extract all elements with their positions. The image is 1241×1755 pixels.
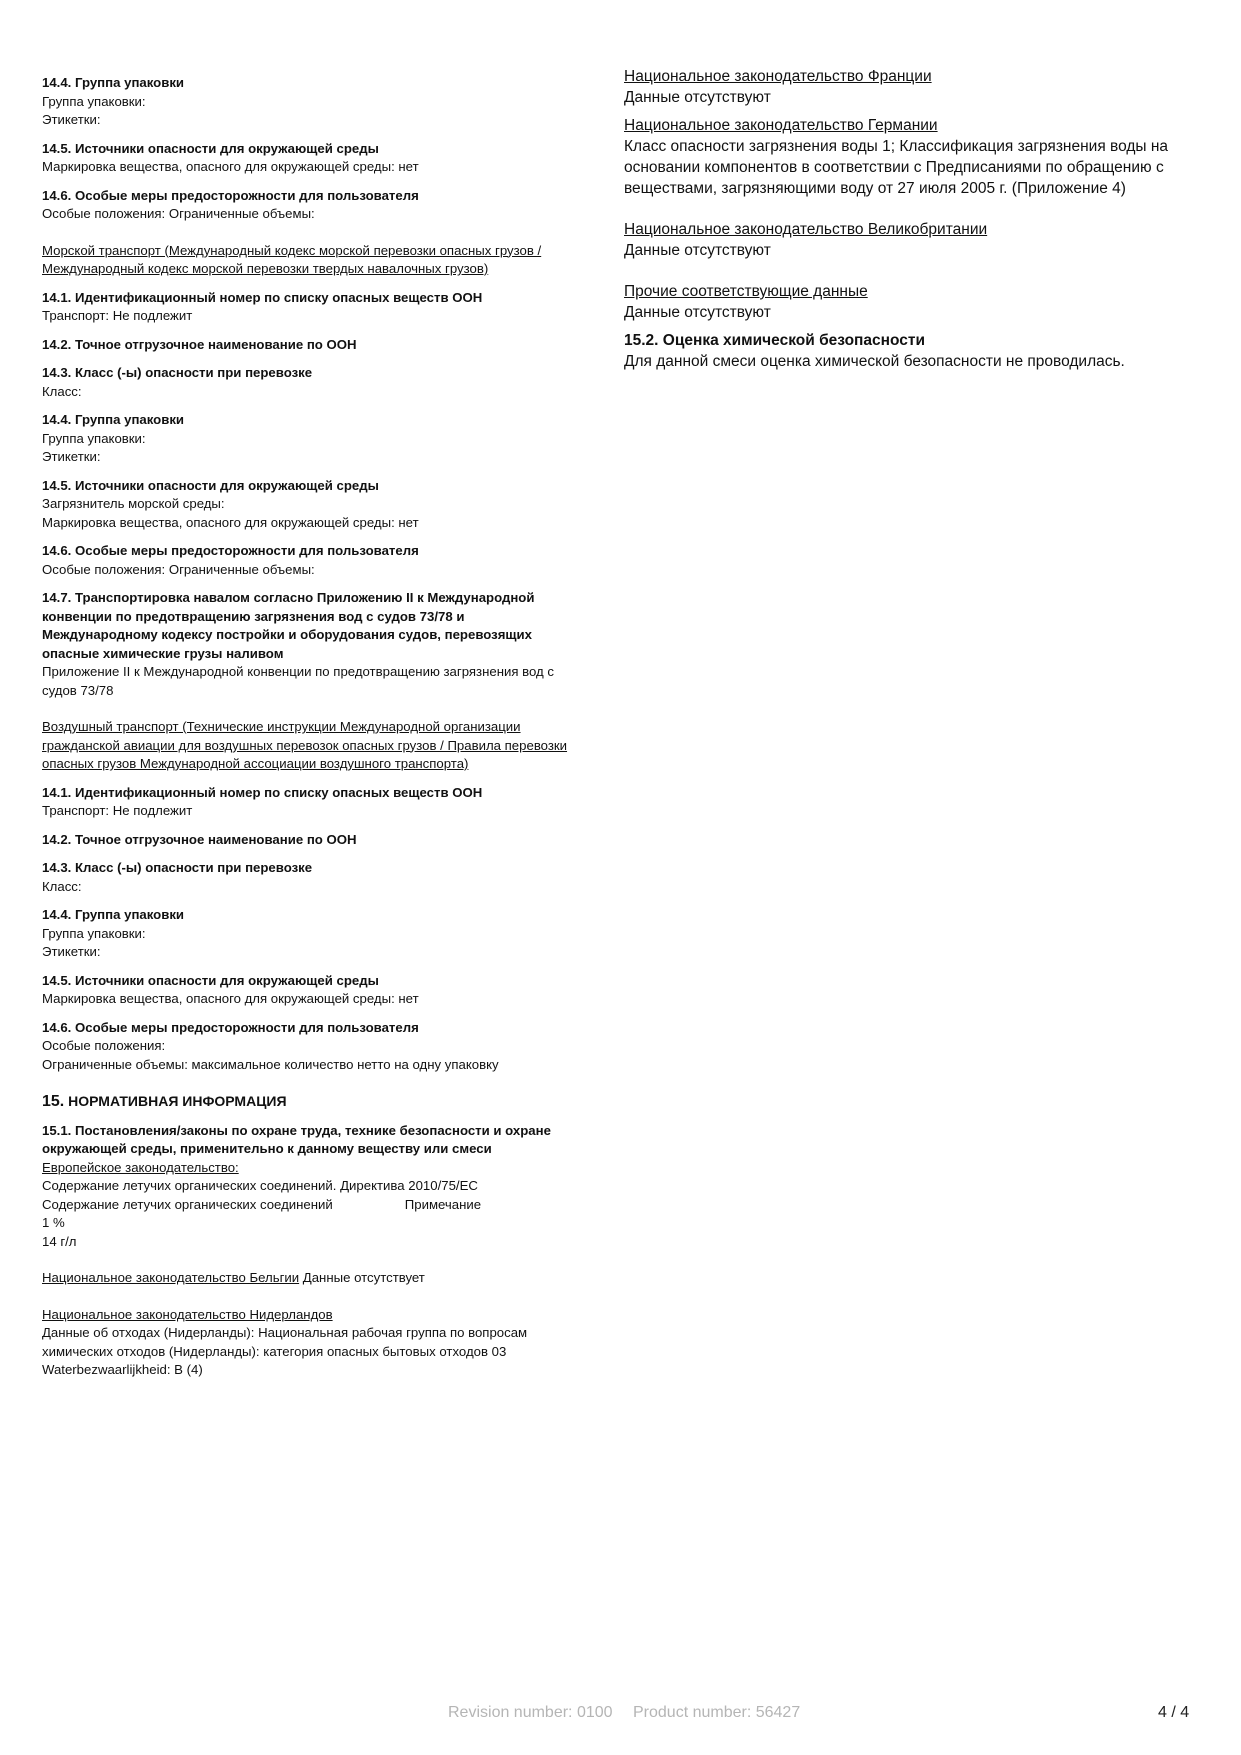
section-heading: опасные химические грузы наливом [42, 645, 284, 661]
section-heading: 14.2. Точное отгрузочное наименование по ООН [42, 831, 357, 847]
field-text: Данные отсутствуют [624, 242, 771, 259]
left-column [42, 74, 602, 1380]
air-transport-title: опасных грузов Международной ассоциации воздушного транспорта) [42, 756, 469, 771]
section-heading: 14.7. Транспортировка навалом согласно Приложению II к Международной [42, 590, 535, 605]
field-text: Особые положения: Ограниченные объемы: [42, 206, 315, 221]
page-footer [0, 1704, 1241, 1728]
voc-label: Содержание летучих органических соединений [42, 1196, 333, 1212]
field-text: Маркировка вещества, опасного для окружающей среды: нет [42, 159, 419, 174]
field-text: основании компонентов в соответствии с Предписаниями по обращению с [624, 159, 1164, 176]
section-heading: Международному кодексу постройки и оборудования судов, перевозящих [42, 627, 532, 642]
field-text: химических отходов (Нидерланды): категория опасных бытовых отходов 03 [42, 1343, 507, 1359]
section-heading: 14.5. Источники опасности для окружающей среды [42, 477, 379, 493]
section-heading: 14.1. Идентификационный номер по списку опасных веществ ООН [42, 784, 483, 800]
section-heading: окружающей среды, применительно к данному веществу или смеси [42, 1141, 492, 1156]
section-heading: 14.1. Идентификационный номер по списку опасных веществ ООН [42, 289, 483, 305]
field-text: Транспорт: Не подлежит [42, 803, 193, 818]
field-text: Данные об отходах (Нидерланды): Национальная рабочая группа по вопросам [42, 1325, 528, 1340]
eu-legislation-title: Европейское законодательство: [42, 1159, 239, 1175]
section-heading: 14.6. Особые меры предосторожности для пользователя [42, 187, 419, 203]
field-text: Транспорт: Не подлежит [42, 308, 193, 323]
section-heading: 14.3. Класс (-ы) опасности при перевозке [42, 365, 313, 380]
air-transport-title: Воздушный транспорт (Технические инструкции Международной организации [42, 719, 521, 734]
revision-number: Revision number: 0100 [448, 1704, 613, 1721]
field-text: Класс опасности загрязнения воды 1; Классификация загрязнения воды на [624, 138, 1169, 155]
section-15-title [42, 1092, 602, 1112]
belgium-text: Данные отсутствует [299, 1270, 425, 1285]
france-title: Национальное законодательство Франции [624, 68, 932, 85]
section-15-label: НОРМАТИВНАЯ ИНФОРМАЦИЯ [68, 1093, 287, 1109]
right-column [624, 66, 1184, 372]
field-label: Особые положения: [42, 1038, 166, 1053]
germany-title: Национальное законодательство Германии [624, 117, 938, 134]
field-label: Группа упаковки: [42, 93, 146, 109]
note-label: Примечание [404, 1196, 482, 1212]
product-number: Product number: 56427 [633, 1704, 801, 1721]
field-text: Ограниченные объемы: максимальное количество нетто на одну упаковку [42, 1056, 499, 1072]
field-label: Класс: [42, 878, 82, 894]
section-heading: конвенции по предотвращению загрязнения вод с судов 73/78 и [42, 608, 465, 624]
section-heading: 14.3. Класс (-ы) опасности при перевозке [42, 860, 313, 875]
page-number: 4 / 4 [1158, 1704, 1190, 1721]
section-heading: 14.4. Группа упаковки [42, 907, 185, 922]
field-text: Данные отсутствуют [624, 89, 771, 106]
field-text: Waterbezwaarlijkheid: B (4) [42, 1362, 203, 1377]
section-15-number: 15. [42, 1093, 65, 1110]
section-heading: 14.2. Точное отгрузочное наименование по ООН [42, 336, 357, 352]
field-text: Особые положения: Ограниченные объемы: [42, 561, 315, 577]
section-heading: 14.4. Группа упаковки [42, 412, 185, 427]
field-label: Класс: [42, 383, 82, 399]
section-heading: 14.5. Источники опасности для окружающей среды [42, 140, 379, 156]
field-label: Этикетки: [42, 449, 101, 464]
field-label: Группа упаковки: [42, 430, 146, 446]
sea-transport-title: Международный кодекс морской перевозки твердых навалочных грузов) [42, 261, 489, 276]
belgium-title: Национальное законодательство Бельгии [42, 1270, 300, 1285]
field-label: Этикетки: [42, 944, 101, 959]
section-heading: 15.1. Постановления/законы по охране труда, технике безопасности и охране [42, 1122, 551, 1138]
voc-value: 14 г/л [42, 1233, 77, 1249]
section-heading: 15.2. Оценка химической безопасности [624, 332, 926, 349]
sea-transport-title: Морской транспорт (Международный кодекс морской перевозки опасных грузов / [42, 242, 542, 258]
voc-percent: 1 % [42, 1215, 65, 1230]
field-text: веществами, загрязняющими воду от 27 июля 2005 г. (Приложение 4) [624, 180, 1126, 197]
field-text: Приложение II к Международной конвенции по предотвращению загрязнения вод с [42, 664, 555, 679]
field-text: Маркировка вещества, опасного для окружающей среды: нет [42, 514, 419, 530]
field-text: судов 73/78 [42, 682, 114, 698]
section-heading: 14.6. Особые меры предосторожности для пользователя [42, 1019, 419, 1035]
section-heading: 14.4. Группа упаковки [42, 75, 185, 90]
section-heading: 14.5. Источники опасности для окружающей среды [42, 972, 379, 988]
air-transport-title: гражданской авиации для воздушных перевозок опасных грузов / Правила перевозки [42, 737, 568, 753]
field-label: Группа упаковки: [42, 925, 146, 941]
voc-row [42, 1196, 602, 1215]
other-data-title: Прочие соответствующие данные [624, 283, 868, 300]
field-label: Этикетки: [42, 112, 101, 127]
field-text: Содержание летучих органических соединений. Директива 2010/75/EC [42, 1178, 478, 1193]
netherlands-title: Национальное законодательство Нидерландов [42, 1306, 333, 1322]
field-text: Данные отсутствуют [624, 304, 771, 321]
uk-title: Национальное законодательство Великобритании [624, 221, 988, 238]
belgium-row [42, 1269, 602, 1288]
section-heading: 14.6. Особые меры предосторожности для пользователя [42, 543, 419, 558]
field-text: Для данной смеси оценка химической безопасности не проводилась. [624, 353, 1125, 370]
field-label: Загрязнитель морской среды: [42, 496, 225, 511]
field-text: Маркировка вещества, опасного для окружающей среды: нет [42, 991, 419, 1006]
